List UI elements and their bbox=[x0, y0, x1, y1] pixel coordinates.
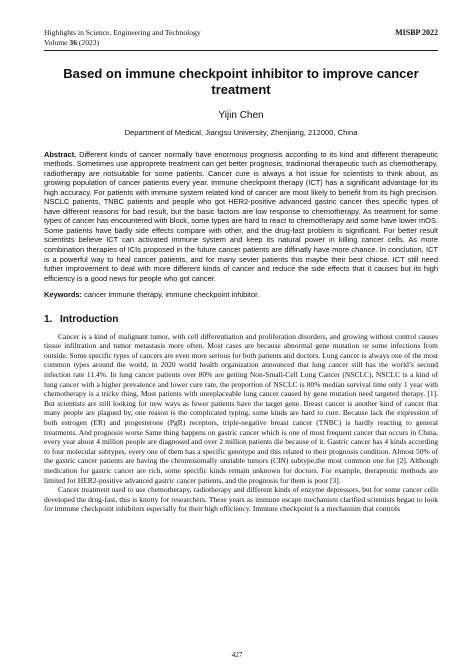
paper-title: Based on immune checkpoint inhibitor to improve cancer treatment bbox=[63, 66, 419, 97]
conference-code: MISBP 2022 bbox=[395, 28, 438, 37]
keywords-label: Keywords: bbox=[44, 290, 83, 300]
volume-prefix: Volume bbox=[44, 37, 70, 47]
body-paragraph: Cancer is a kind of malignant tumor, with cell differentiation and proliferation disorders, and growing without control causes tissue infiltration and tumor metastasis more often. Most cases are because abnormal gene mutation or some infections from outside. Some specific types of cancers are even more serious for both patients and doctors. Lung cancer is always one of the most common types around the world, in 2020 world health organization announced that lung cancer still has the world’s second infection rate 11.4%. In lung cancer patients over 80% are getting Non-Small-Cell Lung Cancer (NSCLC), NSCLC is a kind of lung cancer with a higher prevalence and lower cure rate, the proportion of NSCLC is 80% median survival time only 1 year with chemotherapy is a tricky thing. Most patients with unreplaceable lung cancer caused by gene mutation need targeted therapy. [1]. But scientists are still looking for new ways as fewer patients have the target gene. Breast cancer is another kind of cancer that many people are plagued by, one reason is the complicated typing, some kinds are hard to cure. Because lack the expression of both estrogen (ER) and progesterone (PgR) receptors, triple-negative breast cancer (TNBC) is hardly reacting to general treatments. And prognosis worse Same thing happens on gastric cancer which is one of most frequent cancer that occurs in China, every year about 4 million people are diagnosed and over 2 million patients die because of it. Gastric cancer has 4 kinds according to four molecular subtypes, every one of them has a specific genotype and this related to their prognosis condition. Almost 50% of the gastric cancer patients are having the chromosomally unstable tumors (CIN) subtype,the most common one for [2]. Although medication for gastric cancer are rich, some specific kinds remain unknown for doctors. For example, therapeutic methods are limited for HER2-positive advanced gastric cancer patients, and the prognosis for them is poor [3]. bbox=[44, 331, 438, 485]
volume-year: (2023) bbox=[76, 37, 100, 47]
section-title: Introduction bbox=[60, 313, 119, 325]
keywords bbox=[44, 290, 438, 300]
abstract-label: Abstract. bbox=[44, 149, 77, 159]
section-heading-introduction bbox=[44, 314, 438, 326]
abstract-text: Different kinds of cancer normally have enormous prognosis according to its kind and different therapeutic methods. Sometimes use approprete treatment can get better prognosis, tradinional therapeutic such as chemotherapy, radiotherapy are notsuitable for some patients. Cancer cure is always a hot issue for scientists to think about, as growing population of cancer patients every year. Immune checkpoint therapy (ICT) has a significant advantage for its high accuracy. For patients with immune system related kind of cancer are most likely to benefit from its high precision. NSCLC patients, TNBC patients and people who got HER2-positive advanced gastric cancer thes specific types of have different reasons for bad result, but the basic factors are low response to chemotherapy. As treatment for some types of cancer has encountered with block, some types are hard to react to chemotherapy and some have lower mOS. Some patients have badly side effects compare with other, and the drug-fast problem is significant. For better result scientists believe ICT can activated immune system and keep its natural power in killing cancer cells. As more combination therapies of ICIs proposed in the future cancer patients are diffinatly have more chance. In conclution, ICT is a powerful way to heal cancer patients, and for many sevier patients this maybe their best chiose. ICT still need futher improvement to deal with more different kinds of cancer and reduce the side effects that it causes but its high efficiency is a good news for people who got cancer. bbox=[44, 149, 438, 283]
section-number: 1. bbox=[44, 313, 53, 325]
volume-number: 36 bbox=[69, 37, 77, 47]
author-name: Yijin Chen bbox=[218, 110, 264, 121]
journal-name: Highlights in Science, Engineering and Technology bbox=[44, 28, 201, 37]
volume-line bbox=[44, 38, 438, 48]
paper-page bbox=[44, 28, 438, 514]
page-number: 427 bbox=[231, 651, 243, 659]
author-affiliation: Department of Medical, Jiangsu University, Zhenjiang, 212000, China bbox=[124, 128, 358, 137]
running-head bbox=[44, 28, 438, 38]
keywords-text: cancer immune therapy, immune checkpoint inhibitor. bbox=[82, 290, 260, 300]
section-body bbox=[44, 332, 438, 514]
body-paragraph: Cancer treatment used to use chemotherapy, radiotherapy and different kinds of enzyme depressors, but for some cancer cells developed the drug-fast, this is knotty for researchers. These years as immune escape mechanism clarified scientists began to look for immune checkpoint inhibitors especially for their high efficiency. Immune checkpoint is a mechanism that controls bbox=[44, 485, 438, 514]
abstract bbox=[44, 150, 438, 284]
header-rule bbox=[44, 50, 438, 51]
